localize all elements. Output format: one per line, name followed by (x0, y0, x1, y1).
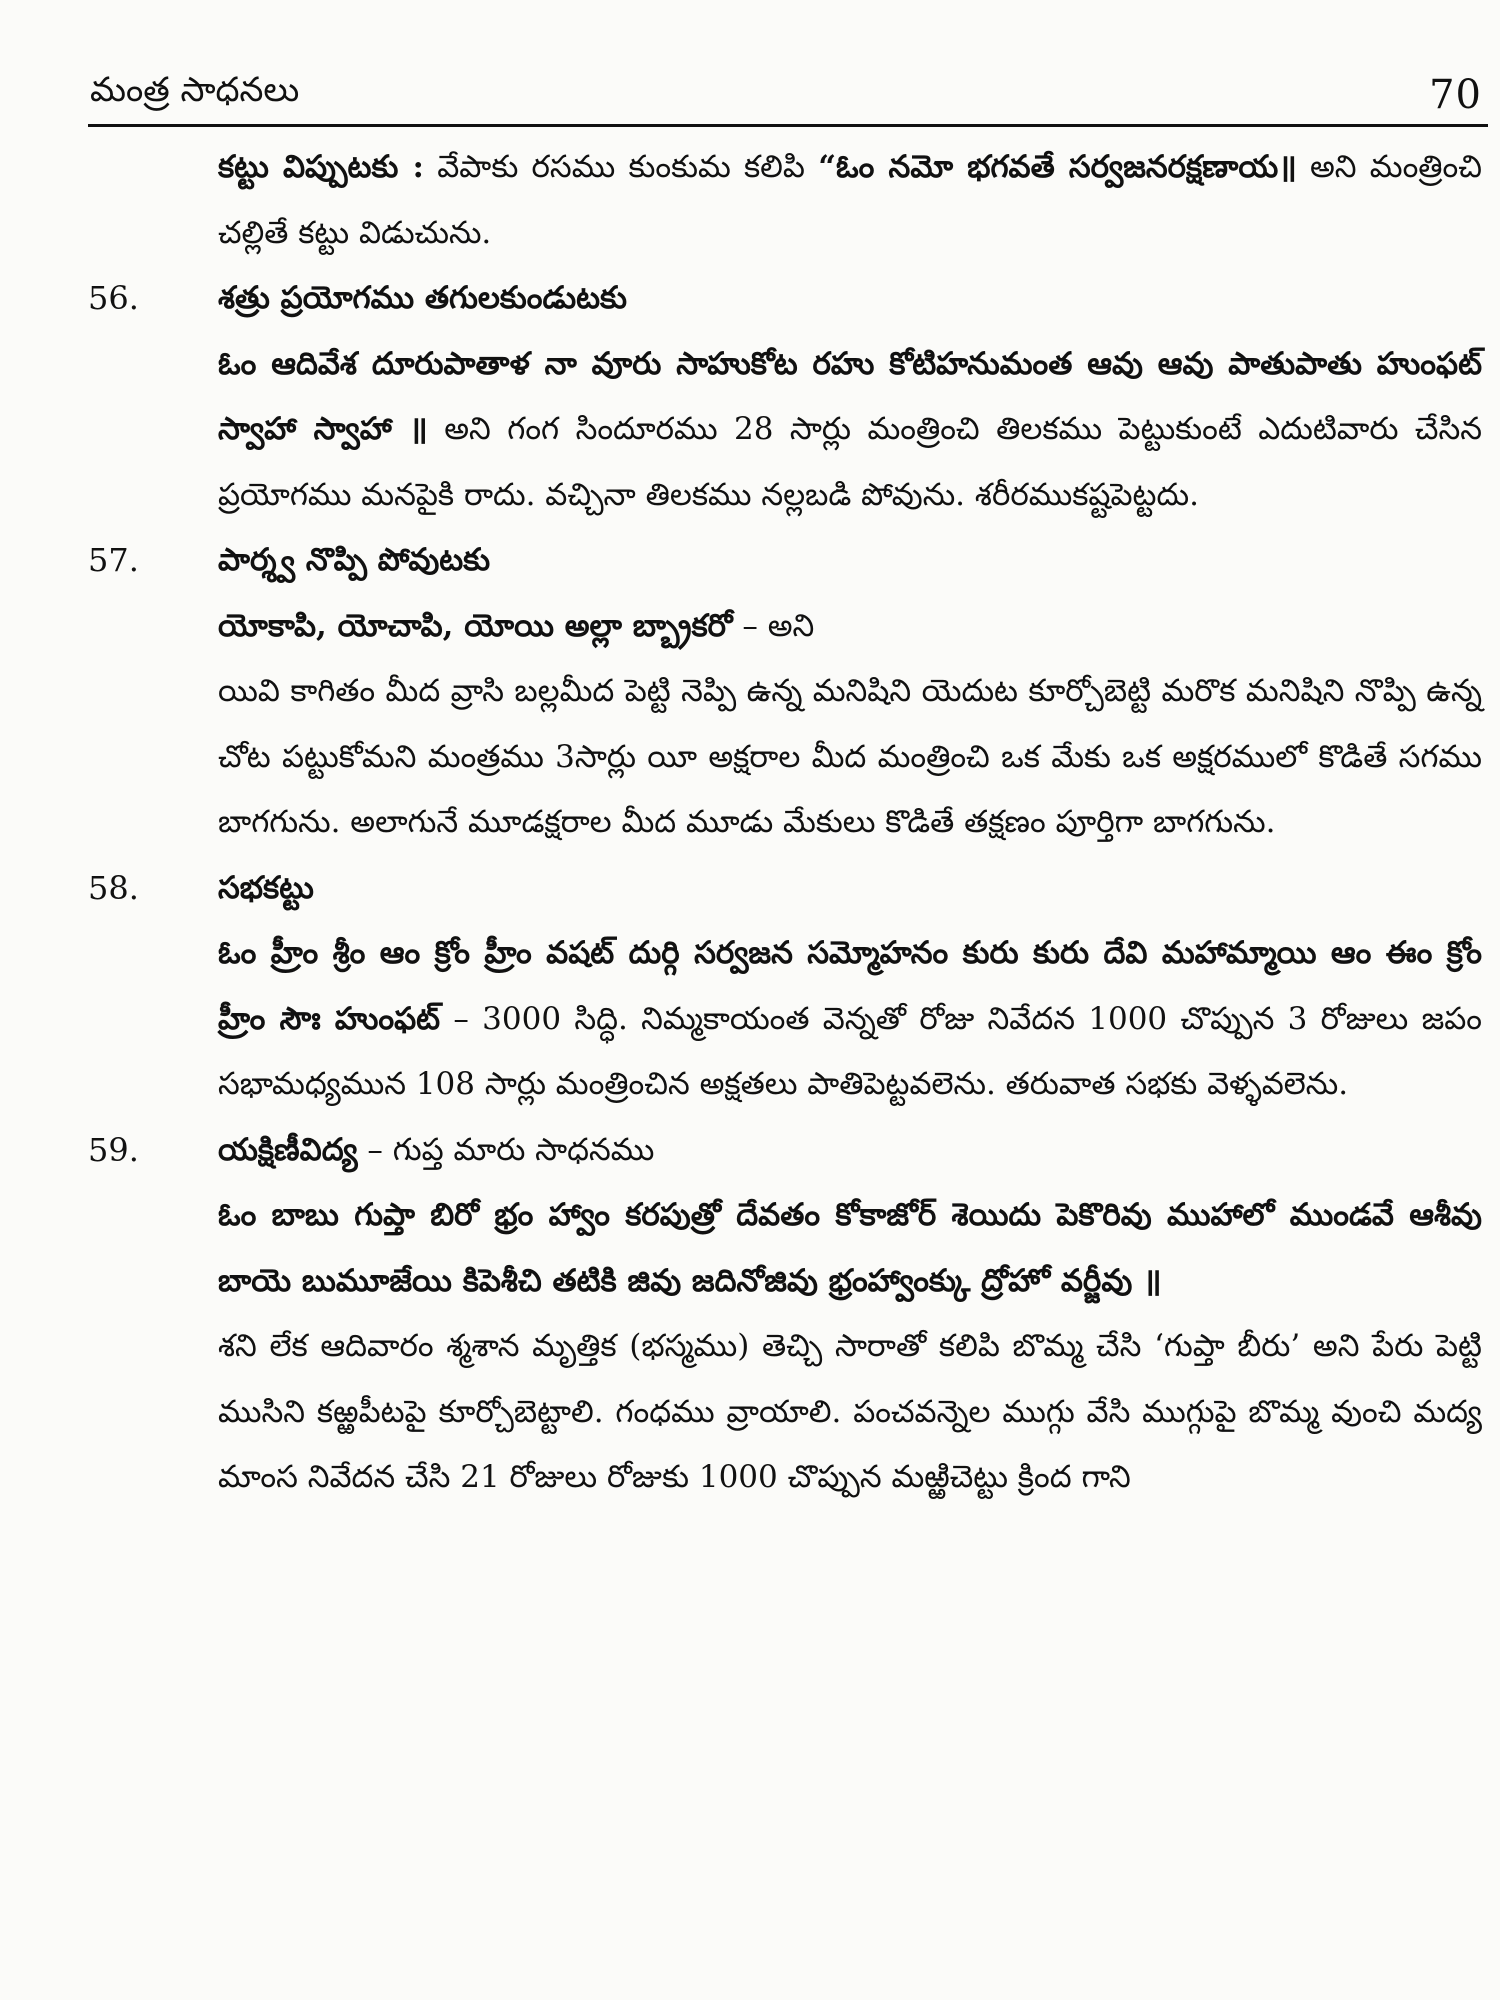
item-mantra-line (88, 594, 1488, 660)
item-58 (88, 856, 1488, 1118)
intro-paragraph (88, 135, 1488, 266)
item-body (88, 659, 1488, 856)
item-number: 56. (88, 279, 139, 317)
item-heading (88, 266, 1488, 332)
item-heading (88, 856, 1488, 922)
item-mantra-block (88, 1183, 1488, 1314)
intro-text-2: అని మంత్రించి చల్లితే కట్టు విడుచును. (218, 149, 1482, 251)
item-mantra-tail: – అని (732, 607, 815, 644)
item-57 (88, 528, 1488, 856)
item-number: 59. (88, 1130, 139, 1169)
intro-mantra: “ఓం నమో భగవతే సర్వజనరక్షణాయ॥ (818, 149, 1297, 185)
item-heading (88, 1118, 1488, 1184)
item-text: శని లేక ఆదివారం శ్మశాన మృత్తిక (భస్మము) తెచ్చి సారాతో కలిపి బొమ్మ చేసి ‘గుప్తా బీరు’ అని పేరు పెట్టి ముసిని కఱ్ఱపీటపై కూర్చోబెట్టాలి. గంధము వ్రాయాలి. పంచవన్నెల ముగ్గు వేసి ముగ్గుపై బొమ్మ వుంచి మద్య మాంస నివేదన చేసి 21 రోజులు రోజుకు 1000 చొప్పున మఱ్ఱిచెట్టు క్రింద గాని (218, 1328, 1482, 1495)
item-text: యివి కాగితం మీద వ్రాసి బల్లమీద పెట్టి నెప్పి ఉన్న మనిషిని యెదుట కూర్చోబెట్టి మరొక మనిషిని నొప్పి ఉన్న చోట పట్టుకోమని మంత్రము 3సార్లు యీ అక్షరాల మీద మంత్రించి ఒక మేకు ఒక అక్షరములో కొడితే సగము బాగగును. అలాగునే మూడక్షరాల మీద మూడు మేకులు కొడితే తక్షణం పూర్తిగా బాగగును. (218, 673, 1482, 840)
item-mantra: ఓం ఆదివేశ దూరుపాతాళ నా వూరు సాహుకోట రహు కోటిహనుమంత ఆవు ఆవు పాతుపాతు హుంఫట్ స్వాహా స్వాహా ॥ (218, 345, 1482, 447)
item-number: 57. (88, 541, 139, 579)
item-mantra: యోకాపి, యోచాపి, యోయి అల్లా బ్బ్రాకరో (218, 607, 733, 644)
item-title-tail: – గుప్త మారు సాధనము (357, 1131, 655, 1168)
intro-label: కట్టు విప్పుటకు : (218, 149, 424, 185)
page-number: 70 (1429, 72, 1482, 118)
running-title: మంత్ర సాధనలు (90, 70, 300, 110)
item-59 (88, 1118, 1488, 1511)
item-title: యక్షిణీవిద్య (218, 1131, 358, 1168)
item-number: 58. (88, 868, 139, 907)
item-body (88, 921, 1488, 1118)
item-heading (88, 528, 1488, 594)
item-mantra: ఓం బాబు గుప్తా బిరో భ్రం హ్వాం కరపుత్రో దేవతం కోకాజోర్ శెయిదు పెకొరివు ముహాలో ముండవే ఆశీవు బాయె బుమూజేయి కిపెశీచి తటికి జివు జదినోజివు భ్రంహ్వాంక్కు ద్రోహో వర్జీవు ॥ (218, 1197, 1482, 1299)
item-title: సభకట్టు (218, 869, 314, 906)
item-text: అని గంగ సిందూరము 28 సార్లు మంత్రించి తిలకము పెట్టుకుంటే ఎదుటివారు చేసిన ప్రయోగము మనపైకి రాదు. వచ్చినా తిలకము నల్లబడి పోవును. శరీరముకష్టపెట్టదు. (218, 411, 1482, 513)
running-header (88, 48, 1488, 127)
item-title: శత్రు ప్రయోగము తగులకుండుటకు (218, 280, 627, 316)
item-mantra: ఓం హ్రీం శ్రీం ఆం క్రోం హ్రీం వషట్ దుర్గి సర్వజన సమ్మోహనం కురు కురు దేవి మహామ్మాయి ఆం ఈం క్రోం హ్రీం సౌః హుంఫట్ (218, 935, 1482, 1037)
item-56 (88, 266, 1488, 528)
item-body (88, 332, 1488, 529)
item-text: – 3000 సిద్ధి. నిమ్మకాయంత వెన్నతో రోజు నివేదన 1000 చొప్పున 3 రోజులు జపం సభామధ్యమున 108 సార్లు మంత్రించిన అక్షతలు పాతిపెట్టవలెను. తరువాత సభకు వెళ్ళవలెను. (218, 1000, 1482, 1102)
item-title: పార్శ్వ నొప్పి పోవుటకు (218, 542, 491, 578)
page-body (88, 127, 1488, 1511)
intro-text-1: వేపాకు రసము కుంకుమ కలిపి (423, 149, 819, 185)
item-body (88, 1314, 1488, 1511)
document-page (88, 48, 1488, 1988)
